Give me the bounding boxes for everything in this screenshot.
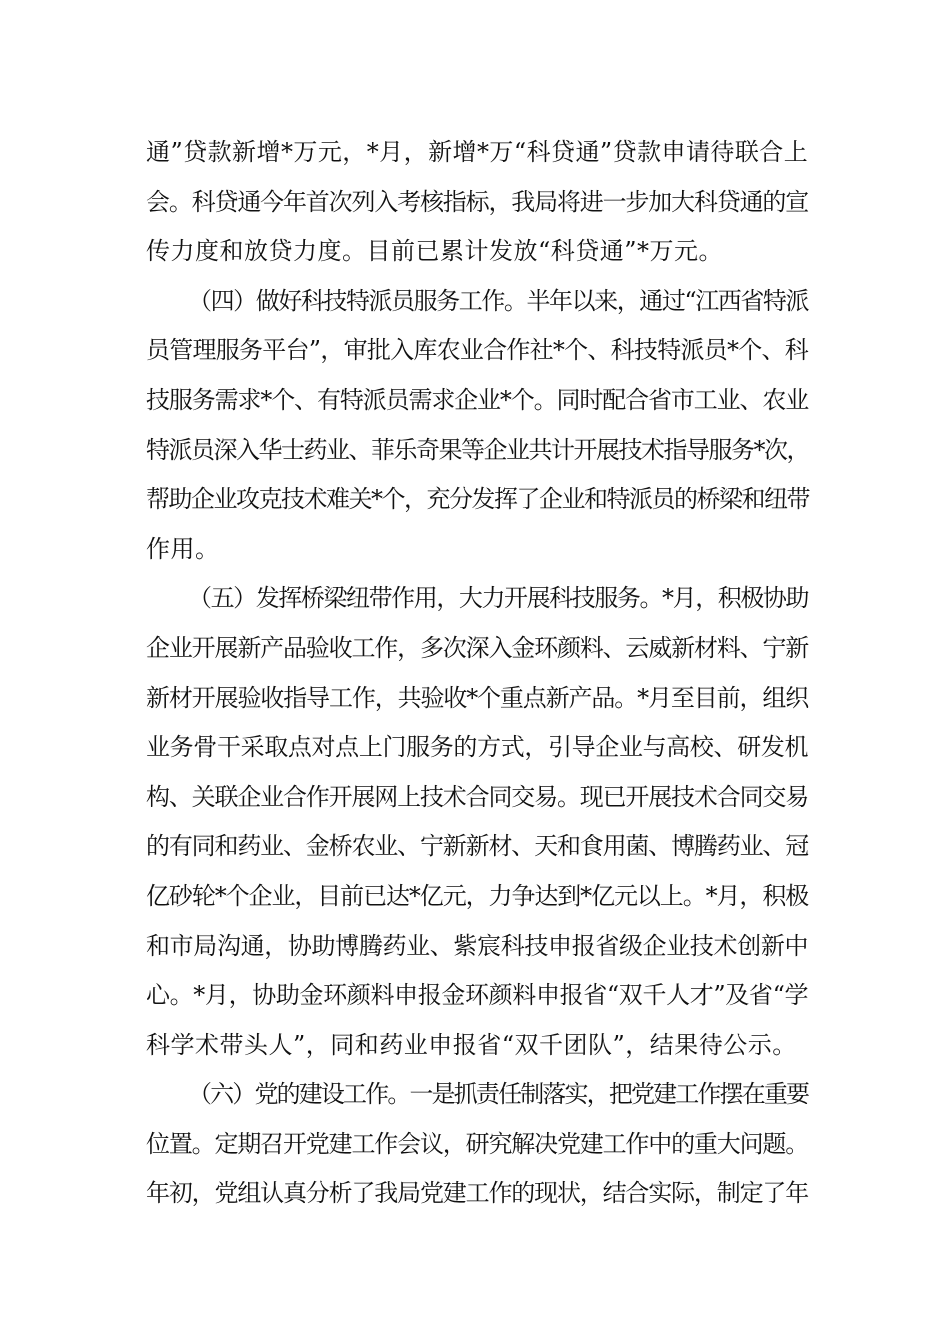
text-line: 心。*月，协助金环颜料申报金环颜料申报省“双千人才”及省“学 (146, 981, 808, 1010)
text-line: 科学术带头人”，同和药业申报省“双千团队”，结果待公示。 (146, 1030, 797, 1059)
paragraph-first-line: （六）党的建设工作。一是抓责任制落实，把党建工作摆在重要 (188, 1080, 808, 1109)
text-line: 企业开展新产品验收工作，多次深入金环颜料、云威新材料、宁新 (146, 633, 808, 662)
text-line: 业务骨干采取点对点上门服务的方式，引导企业与高校、研发机 (146, 733, 808, 762)
text-line: 会。科贷通今年首次列入考核指标，我局将进一步加大科贷通的宣 (146, 187, 808, 216)
text-line: 员管理服务平台”，审批入库农业合作社*个、科技特派员*个、科 (146, 336, 808, 365)
text-line: 年初，党组认真分析了我局党建工作的现状，结合实际，制定了年 (146, 1179, 808, 1208)
text-line: 作用。 (146, 534, 220, 563)
text-line: 帮助企业攻克技术难关*个，充分发挥了企业和特派员的桥梁和纽带 (146, 485, 809, 514)
text-line: 位置。定期召开党建工作会议，研究解决党建工作中的重大问题。 (146, 1129, 808, 1158)
text-line: 特派员深入华士药业、菲乐奇果等企业共计开展技术指导服务*次， (146, 435, 809, 464)
document-body (146, 128, 808, 1219)
paragraph-first-line: （四）做好科技特派员服务工作。半年以来，通过“江西省特派 (188, 286, 808, 315)
text-line: 通”贷款新增*万元，*月，新增*万“科贷通”贷款申请待联合上 (146, 138, 808, 166)
text-line: 的有同和药业、金桥农业、宁新新材、天和食用菌、博腾药业、冠 (146, 832, 808, 861)
text-line: 技服务需求*个、有特派员需求企业*个。同时配合省市工业、农业 (146, 385, 808, 414)
text-line: 构、关联企业合作开展网上技术合同交易。现已开展技术合同交易 (146, 782, 808, 811)
paragraph-first-line: （五）发挥桥梁纽带作用，大力开展科技服务。*月，积极协助 (188, 584, 808, 613)
text-line: 新材开展验收指导工作，共验收*个重点新产品。*月至目前，组织 (146, 683, 808, 712)
text-line: 传力度和放贷力度。目前已累计发放“科贷通”*万元。 (146, 237, 724, 266)
text-line: 和市局沟通，协助博腾药业、紫宸科技申报省级企业技术创新中 (146, 931, 808, 960)
text-line: 亿砂轮*个企业，目前已达*亿元，力争达到*亿元以上。*月，积极 (146, 881, 808, 910)
